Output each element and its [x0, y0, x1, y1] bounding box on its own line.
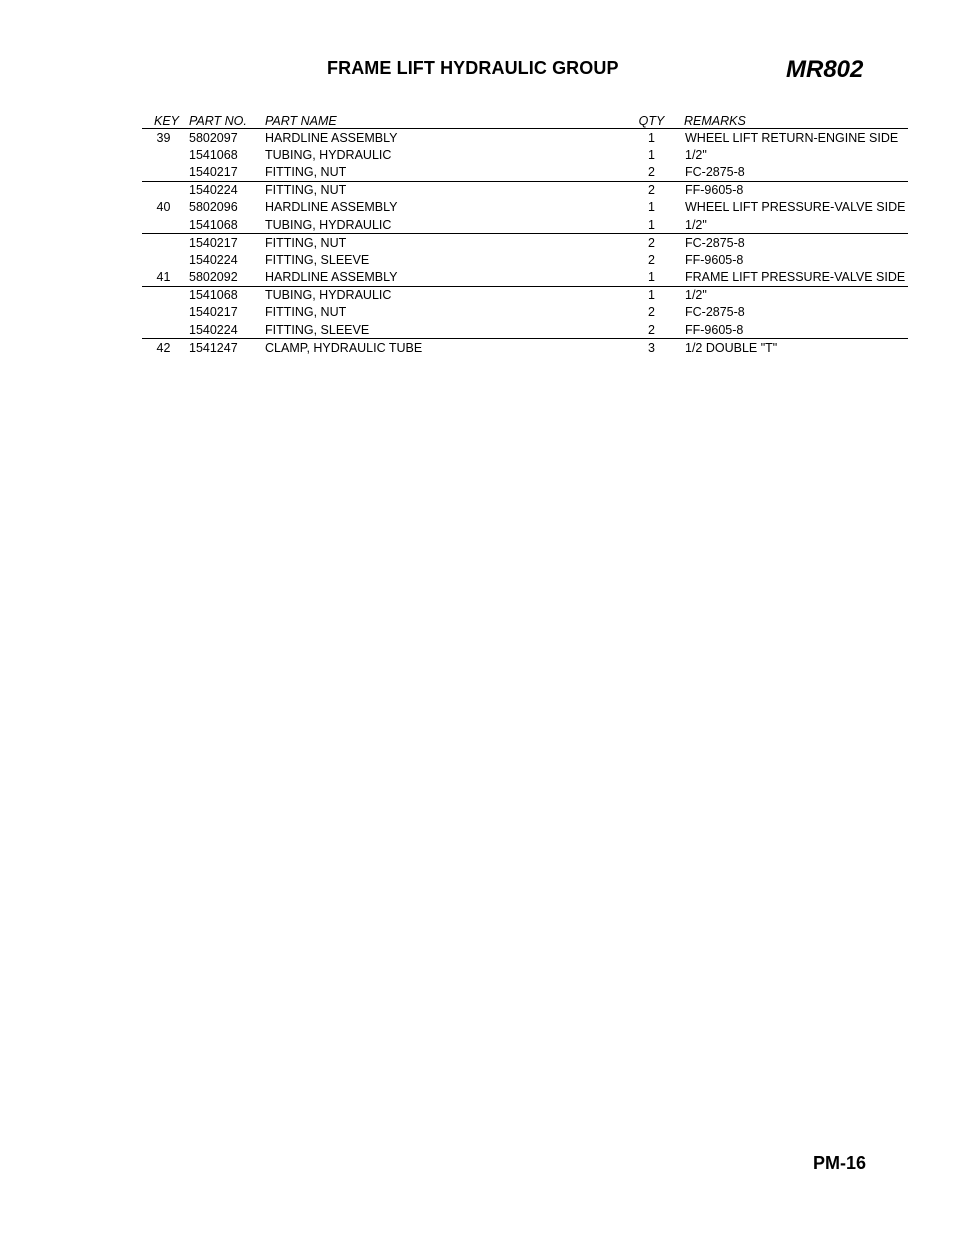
qty-cell: 2 [648, 305, 655, 320]
qty-cell: 2 [648, 183, 655, 198]
part-no-cell: 1541247 [189, 340, 238, 355]
part-no-cell: 5802097 [189, 130, 238, 145]
key-cell [142, 251, 189, 268]
table-header-row [142, 112, 908, 129]
key-cell: 39 [156, 130, 171, 145]
table-row [142, 216, 908, 234]
key-cell: 42 [156, 340, 171, 355]
column-header-remarks: REMARKS [684, 112, 908, 129]
model-number: MR802 [786, 56, 864, 83]
table-row [142, 251, 908, 268]
page-number: PM-16 [813, 1153, 867, 1173]
qty-cell: 2 [648, 235, 655, 250]
part-name-cell: FITTING, NUT [265, 183, 347, 198]
column-header-qty: QTY [629, 112, 684, 129]
part-no-cell: 1540217 [189, 163, 265, 181]
part-name-cell: TUBING, HYDRAULIC [265, 216, 629, 234]
table-row [142, 163, 908, 181]
part-no-cell: 5802092 [189, 269, 265, 287]
remarks-cell: FC-2875-8 [685, 235, 745, 250]
column-header-key: KEY [142, 112, 189, 129]
parts-table [142, 112, 908, 356]
part-name-cell: FITTING, SLEEVE [265, 252, 370, 267]
qty-cell: 1 [648, 130, 655, 145]
qty-cell: 2 [629, 163, 684, 181]
key-cell [142, 304, 189, 321]
part-no-cell: 1540217 [189, 305, 238, 320]
remarks-cell: FC-2875-8 [685, 305, 745, 320]
part-no-cell: 1540217 [189, 235, 238, 250]
key-cell [142, 181, 189, 199]
key-cell [142, 286, 189, 304]
remarks-cell: 1/2" [684, 216, 908, 234]
qty-cell: 3 [648, 340, 655, 355]
remarks-cell: 1/2" [685, 147, 707, 162]
key-cell [142, 321, 189, 339]
part-name-cell: FITTING, NUT [265, 305, 347, 320]
key-cell [142, 216, 189, 234]
column-header-part-name: PART NAME [265, 112, 629, 129]
qty-cell: 1 [629, 269, 684, 287]
part-no-cell: 1541068 [189, 147, 238, 162]
part-no-cell: 1540224 [189, 321, 265, 339]
part-name-cell: HARDLINE ASSEMBLY [265, 269, 629, 287]
table-row [142, 304, 908, 321]
remarks-cell: FF-9605-8 [684, 321, 908, 339]
remarks-cell: 1/2 DOUBLE "T" [685, 340, 778, 355]
remarks-cell: WHEEL LIFT PRESSURE-VALVE SIDE [685, 200, 906, 215]
qty-cell: 1 [648, 288, 655, 303]
part-name-cell: CLAMP, HYDRAULIC TUBE [265, 340, 423, 355]
column-header-part-no: PART NO. [189, 112, 265, 129]
remarks-cell: FRAME LIFT PRESSURE-VALVE SIDE [684, 269, 908, 287]
table-row [142, 339, 908, 357]
part-no-cell: 5802096 [189, 200, 238, 215]
table-row [142, 181, 908, 199]
part-name-cell: TUBING, HYDRAULIC [265, 288, 392, 303]
key-cell: 41 [142, 269, 189, 287]
table-row [142, 129, 908, 147]
remarks-cell: WHEEL LIFT RETURN-ENGINE SIDE [685, 130, 899, 145]
part-no-cell: 1541068 [189, 288, 238, 303]
part-name-cell: FITTING, NUT [265, 163, 629, 181]
table-row [142, 146, 908, 163]
qty-cell: 1 [648, 147, 655, 162]
key-cell [142, 163, 189, 181]
part-name-cell: HARDLINE ASSEMBLY [265, 130, 398, 145]
table-row [142, 199, 908, 216]
remarks-cell: FF-9605-8 [685, 252, 744, 267]
qty-cell: 2 [629, 321, 684, 339]
part-name-cell: HARDLINE ASSEMBLY [265, 200, 398, 215]
part-name-cell: FITTING, NUT [265, 235, 347, 250]
qty-cell: 1 [629, 216, 684, 234]
part-name-cell: TUBING, HYDRAULIC [265, 147, 392, 162]
qty-cell: 1 [648, 200, 655, 215]
table-row [142, 286, 908, 304]
part-no-cell: 1540224 [189, 252, 238, 267]
table-row [142, 234, 908, 252]
key-cell [142, 234, 189, 252]
qty-cell: 2 [648, 252, 655, 267]
page-title: FRAME LIFT HYDRAULIC GROUP [327, 58, 619, 78]
remarks-cell: FF-9605-8 [685, 183, 744, 198]
key-cell [142, 146, 189, 163]
table-row [142, 321, 908, 339]
key-cell: 40 [156, 200, 171, 215]
table-row [142, 269, 908, 287]
remarks-cell: 1/2" [685, 288, 707, 303]
part-no-cell: 1540224 [189, 183, 238, 198]
part-name-cell: FITTING, SLEEVE [265, 321, 629, 339]
part-no-cell: 1541068 [189, 216, 265, 234]
remarks-cell: FC-2875-8 [684, 163, 908, 181]
